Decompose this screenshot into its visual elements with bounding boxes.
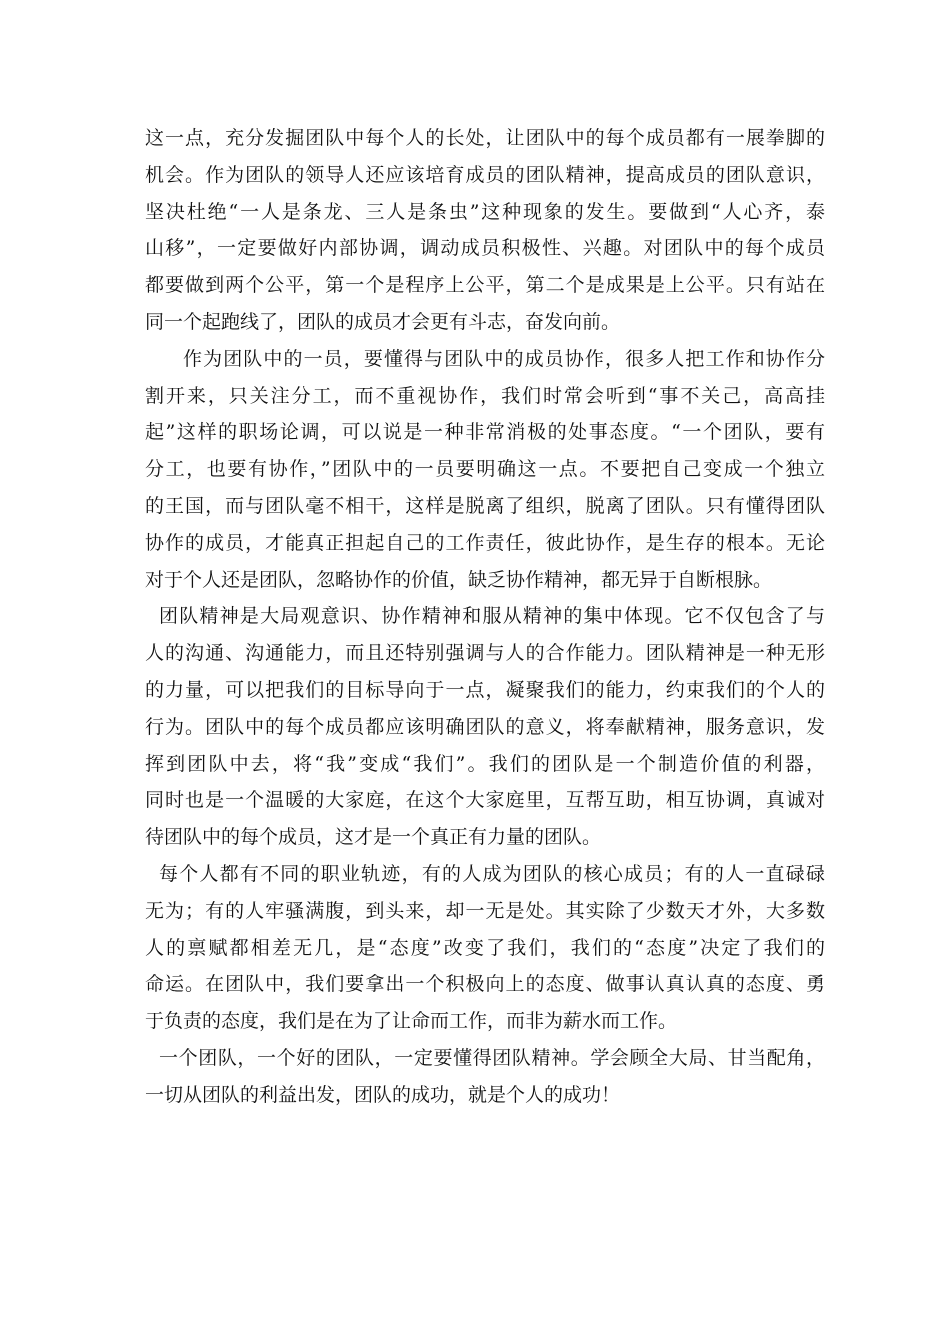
text-line: 这一点，充分发掘团队中每个人的长处，让团队中的每个成员都有一展拳脚的 (145, 127, 825, 149)
text-line: 同时也是一个温暖的大家庭，在这个大家庭里，互帮互助，相互协调，真诚对 (145, 789, 825, 812)
text-line: 山移”，一定要做好内部协调，调动成员积极性、兴趣。对团队中的每个成员 (145, 237, 825, 260)
text-line: 的力量，可以把我们的目标导向于一点，凝聚我们的能力，约束我们的个人的 (145, 678, 825, 701)
text-line: 一个团队，一个好的团队，一定要懂得团队精神。学会顾全大局、甘当配角， (159, 1046, 825, 1069)
paragraph-4 (145, 856, 825, 1040)
document-body (145, 120, 825, 1114)
text-line: 协作的成员，才能真正担起自己的工作责任，彼此协作，是生存的根本。无论 (145, 531, 825, 554)
paragraph-3 (145, 598, 825, 856)
text-line: 每个人都有不同的职业轨迹，有的人成为团队的核心成员；有的人一直碌碌 (159, 862, 825, 885)
text-line: 的王国，而与团队毫不相干，这样是脱离了组织，脱离了团队。只有懂得团队 (145, 494, 825, 517)
text-line: 行为。团队中的每个成员都应该明确团队的意义，将奉献精神，服务意识，发 (145, 715, 825, 738)
text-line: 无为；有的人牢骚满腹，到头来，却一无是处。其实除了少数天才外，大多数 (145, 899, 825, 922)
text-line: 挥到团队中去，将“我”变成“我们”。我们的团队是一个制造价值的利器， (145, 752, 825, 775)
text-line: 人的沟通、沟通能力，而且还特别强调与人的合作能力。团队精神是一种无形 (145, 642, 825, 665)
text-line: 同一个起跑线了，团队的成员才会更有斗志，奋发向前。 (145, 310, 621, 333)
text-line: 对于个人还是团队，忽略协作的价值，缺乏协作精神，都无异于自断根脉。 (145, 568, 773, 591)
text-line: 作为团队中的一员，要懂得与团队中的成员协作，很多人把工作和协作分 (183, 347, 825, 370)
text-line: 一切从团队的利益出发，团队的成功，就是个人的成功！ (145, 1083, 621, 1106)
text-line: 待团队中的每个成员，这才是一个真正有力量的团队。 (145, 826, 602, 849)
paragraph-5 (145, 1040, 825, 1114)
text-line: 坚决杜绝“一人是条龙、三人是条虫”这种现象的发生。要做到“人心齐，泰 (145, 200, 825, 223)
paragraph-2 (145, 341, 825, 599)
paragraph-1 (145, 120, 825, 341)
text-line: 割开来，只关注分工，而不重视协作，我们时常会听到“事不关己，高高挂 (145, 384, 825, 407)
text-line: 于负责的态度，我们是在为了让命而工作，而非为薪水而工作。 (145, 1010, 678, 1033)
text-line: 起”这样的职场论调，可以说是一种非常消极的处事态度。“一个团队，要有 (145, 421, 825, 444)
text-line: 人的禀赋都相差无几，是“态度”改变了我们，我们的“态度”决定了我们的 (145, 936, 825, 959)
text-line: 分工，也要有协作，”团队中的一员要明确这一点。不要把自己变成一个独立 (145, 458, 825, 481)
text-line: 命运。在团队中，我们要拿出一个积极向上的态度、做事认真认真的态度、勇 (145, 973, 825, 996)
text-line: 机会。作为团队的领导人还应该培育成员的团队精神，提高成员的团队意识， (145, 163, 825, 186)
text-line: 都要做到两个公平，第一个是程序上公平，第二个是成果是上公平。只有站在 (145, 274, 825, 297)
text-line: 团队精神是大局观意识、协作精神和服从精神的集中体现。它不仅包含了与 (159, 605, 825, 628)
